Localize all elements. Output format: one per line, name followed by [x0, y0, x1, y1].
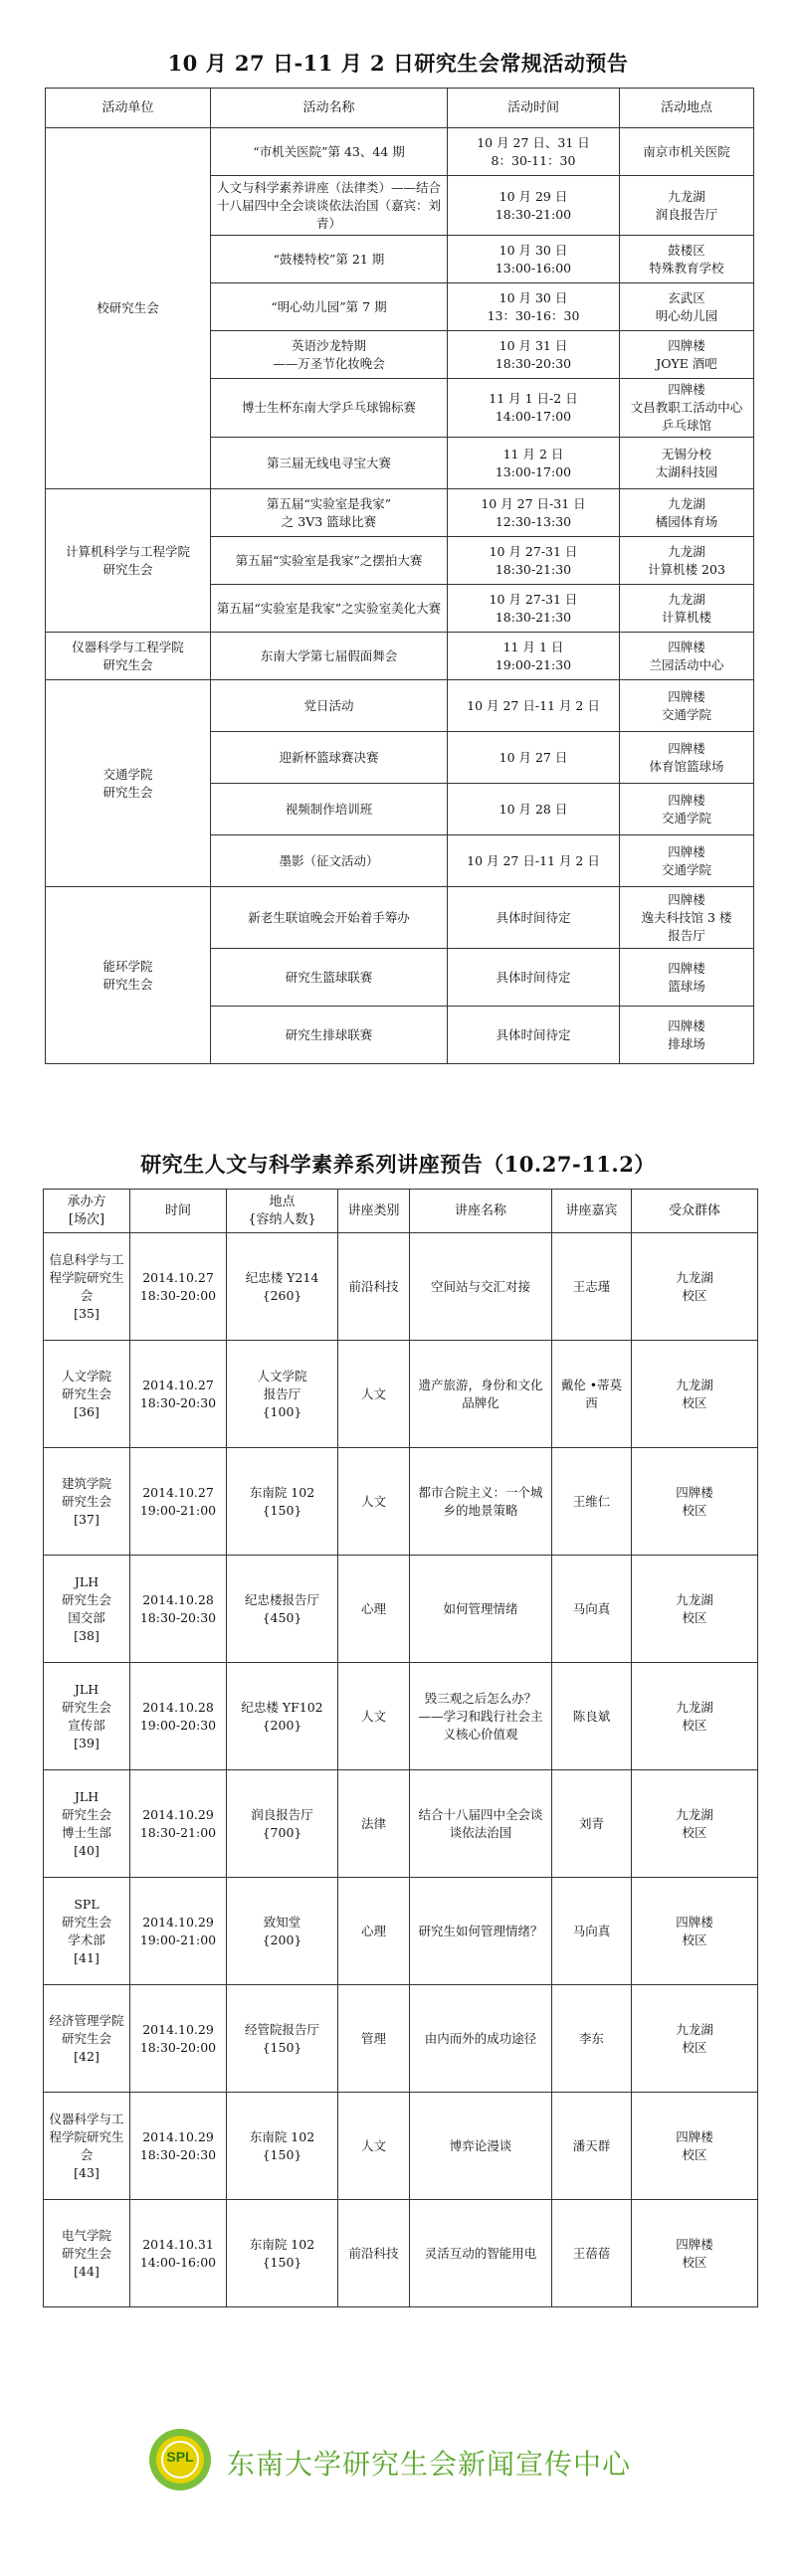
activity-name: 研究生篮球联赛: [211, 949, 448, 1007]
activity-name: 东南大学第七届假面舞会: [211, 633, 448, 680]
lecture-type: 人文: [338, 1341, 410, 1448]
header-cell: 地点 {容纳人数}: [227, 1190, 338, 1233]
activity-time: 10 月 27-31 日 18:30-21:30: [448, 537, 620, 585]
activity-time: 具体时间待定: [448, 1007, 620, 1064]
lecture-guest: 潘天群: [552, 2093, 632, 2200]
activity-name: 研究生排球联赛: [211, 1007, 448, 1064]
activity-name: “明心幼儿园”第 7 期: [211, 283, 448, 331]
lecture-time: 2014.10.31 14:00-16:00: [130, 2200, 227, 2307]
activity-table-header: [46, 89, 754, 128]
lecture-row: [44, 2093, 758, 2200]
header-cell: 讲座嘉宾: [552, 1190, 632, 1233]
lecture-place: 人文学院 报告厅 {100}: [227, 1341, 338, 1448]
activity-time: 11 月 1 日-2 日 14:00-17:00: [448, 379, 620, 438]
lecture-type: 心理: [338, 1556, 410, 1663]
activity-table-title: 10 月 27 日-11 月 2 日研究生会常规活动预告: [167, 51, 629, 76]
lecture-organizer: JLH 研究生会 宣传部 [39]: [44, 1663, 130, 1770]
lecture-place: 经管院报告厅 {150}: [227, 1985, 338, 2093]
activity-place: 四牌楼 篮球场: [620, 949, 754, 1007]
lecture-place: 东南院 102 {150}: [227, 2093, 338, 2200]
lecture-row: [44, 1985, 758, 2093]
lecture-row: [44, 1878, 758, 1985]
lecture-audience: 四牌楼 校区: [632, 1878, 758, 1985]
lecture-guest: 王蓓蓓: [552, 2200, 632, 2307]
lecture-type: 人文: [338, 1663, 410, 1770]
header-cell: 活动名称: [211, 89, 448, 128]
lecture-guest: 刘青: [552, 1770, 632, 1878]
lecture-row: [44, 1663, 758, 1770]
activity-place: 鼓楼区 特殊教育学校: [620, 236, 754, 283]
activity-place: 玄武区 明心幼儿园: [620, 283, 754, 331]
activity-time: 10 月 30 日 13:00-16:00: [448, 236, 620, 283]
lecture-guest: 王维仁: [552, 1448, 632, 1556]
activity-time: 具体时间待定: [448, 887, 620, 949]
activity-name: 博士生杯东南大学乒乓球锦标赛: [211, 379, 448, 438]
lecture-organizer: 经济管理学院 研究生会 [42]: [44, 1985, 130, 2093]
lecture-audience: 九龙湖 校区: [632, 1770, 758, 1878]
lecture-guest: 马向真: [552, 1556, 632, 1663]
activity-time: 10 月 28 日: [448, 784, 620, 835]
activity-time: 10 月 27 日-11 月 2 日: [448, 680, 620, 732]
lecture-name: 如何管理情绪: [410, 1556, 552, 1663]
activity-unit: 计算机科学与工程学院 研究生会: [46, 489, 211, 633]
lecture-organizer: 建筑学院 研究生会 [37]: [44, 1448, 130, 1556]
activity-row: [46, 128, 754, 176]
activity-table: [45, 88, 754, 1064]
activity-time: 10 月 31 日 18:30-20:30: [448, 331, 620, 379]
lecture-row: [44, 1770, 758, 1878]
activity-time: 10 月 29 日 18:30-21:00: [448, 176, 620, 236]
lecture-row: [44, 2200, 758, 2307]
lecture-type: 前沿科技: [338, 2200, 410, 2307]
activity-place: 四牌楼 交通学院: [620, 835, 754, 887]
lecture-time: 2014.10.29 19:00-21:00: [130, 1878, 227, 1985]
lecture-place: 东南院 102 {150}: [227, 1448, 338, 1556]
activity-place: 九龙湖 润良报告厅: [620, 176, 754, 236]
lecture-guest: 戴伦 •蒂莫西: [552, 1341, 632, 1448]
activity-name: 第五届“实验室是我家” 之 3V3 篮球比赛: [211, 489, 448, 537]
lecture-audience: 九龙湖 校区: [632, 1556, 758, 1663]
activity-place: 九龙湖 计算机楼: [620, 585, 754, 633]
activity-time: 10 月 27-31 日 18:30-21:30: [448, 585, 620, 633]
header-cell: 时间: [130, 1190, 227, 1233]
activity-name: 第三届无线电寻宝大赛: [211, 438, 448, 489]
lecture-name: 灵活互动的智能用电: [410, 2200, 552, 2307]
activity-row: [46, 633, 754, 680]
activity-row: [46, 887, 754, 949]
lecture-time: 2014.10.29 18:30-20:30: [130, 2093, 227, 2200]
lecture-place: 纪忠楼 Y214 {260}: [227, 1233, 338, 1341]
activity-unit: 能环学院 研究生会: [46, 887, 211, 1064]
lecture-organizer: 仪器科学与工程学院研究生会 [43]: [44, 2093, 130, 2200]
lecture-audience: 四牌楼 校区: [632, 2200, 758, 2307]
lecture-name: 毁三观之后怎么办？——学习和践行社会主义核心价值观: [410, 1663, 552, 1770]
activity-name: 墨影（征文活动）: [211, 835, 448, 887]
lecture-name: 结合十八届四中全会谈谈依法治国: [410, 1770, 552, 1878]
lecture-place: 致知堂 {200}: [227, 1878, 338, 1985]
lecture-time: 2014.10.27 18:30-20:30: [130, 1341, 227, 1448]
lecture-row: [44, 1233, 758, 1341]
lecture-audience: 九龙湖 校区: [632, 1663, 758, 1770]
lecture-place: 东南院 102 {150}: [227, 2200, 338, 2307]
activity-row: [46, 489, 754, 537]
header-cell: 活动单位: [46, 89, 211, 128]
activity-name: 英语沙龙特期 ——万圣节化妆晚会: [211, 331, 448, 379]
lecture-name: 空间站与交汇对接: [410, 1233, 552, 1341]
lecture-table-header: [44, 1190, 758, 1233]
lecture-type: 心理: [338, 1878, 410, 1985]
lecture-organizer: 电气学院 研究生会 [44]: [44, 2200, 130, 2307]
lecture-guest: 马向真: [552, 1878, 632, 1985]
activity-name: 新老生联谊晚会开始着手筹办: [211, 887, 448, 949]
activity-time: 具体时间待定: [448, 949, 620, 1007]
lecture-time: 2014.10.28 19:00-20:30: [130, 1663, 227, 1770]
lecture-time: 2014.10.27 18:30-20:00: [130, 1233, 227, 1341]
logo-text: SPL: [166, 2449, 194, 2465]
activity-time: 11 月 1 日 19:00-21:30: [448, 633, 620, 680]
lecture-type: 管理: [338, 1985, 410, 2093]
activity-place: 四牌楼 JOYE 酒吧: [620, 331, 754, 379]
lecture-audience: 九龙湖 校区: [632, 1341, 758, 1448]
activity-place: 四牌楼 交通学院: [620, 680, 754, 732]
lecture-place: 纪忠楼 YF102 {200}: [227, 1663, 338, 1770]
lecture-time: 2014.10.29 18:30-21:00: [130, 1770, 227, 1878]
lecture-organizer: SPL 研究生会 学术部 [41]: [44, 1878, 130, 1985]
activity-place: 九龙湖 计算机楼 203: [620, 537, 754, 585]
lecture-organizer: JLH 研究生会 博士生部 [40]: [44, 1770, 130, 1878]
lecture-audience: 四牌楼 校区: [632, 1448, 758, 1556]
lecture-name: 研究生如何管理情绪？: [410, 1878, 552, 1985]
lecture-guest: 李东: [552, 1985, 632, 2093]
header-cell: 活动时间: [448, 89, 620, 128]
lecture-organizer: JLH 研究生会 国交部 [38]: [44, 1556, 130, 1663]
header-cell: 活动地点: [620, 89, 754, 128]
lecture-time: 2014.10.29 18:30-20:00: [130, 1985, 227, 2093]
spl-logo-icon: [149, 2429, 211, 2490]
lecture-row: [44, 1341, 758, 1448]
activity-place: 四牌楼 逸夫科技馆 3 楼 报告厅: [620, 887, 754, 949]
activity-time: 11 月 2 日 13:00-17:00: [448, 438, 620, 489]
activity-place: 四牌楼 排球场: [620, 1007, 754, 1064]
activity-place: 南京市机关医院: [620, 128, 754, 176]
activity-name: 第五届“实验室是我家”之实验室美化大赛: [211, 585, 448, 633]
lecture-guest: 王志瑾: [552, 1233, 632, 1341]
activity-time: 10 月 27 日、31 日 8：30-11：30: [448, 128, 620, 176]
activity-time: 10 月 27 日-31 日 12:30-13:30: [448, 489, 620, 537]
lecture-name: 都市合院主义：一个城乡的地景策略: [410, 1448, 552, 1556]
activity-time: 10 月 27 日-11 月 2 日: [448, 835, 620, 887]
activity-row: [46, 680, 754, 732]
lecture-table-title: 研究生人文与科学素养系列讲座预告（10.27-11.2）: [140, 1152, 656, 1177]
lecture-name: 由内而外的成功途径: [410, 1985, 552, 2093]
activity-name: 视频制作培训班: [211, 784, 448, 835]
lecture-type: 前沿科技: [338, 1233, 410, 1341]
lecture-row: [44, 1556, 758, 1663]
lecture-audience: 九龙湖 校区: [632, 1985, 758, 2093]
lecture-guest: 陈良斌: [552, 1663, 632, 1770]
activity-unit: 校研究生会: [46, 128, 211, 489]
activity-place: 九龙湖 橘园体育场: [620, 489, 754, 537]
lecture-place: 润良报告厅 {700}: [227, 1770, 338, 1878]
footer-org-name: 东南大学研究生会新闻宣传中心: [227, 2448, 632, 2481]
footer-logo-block: [149, 2427, 647, 2496]
lecture-audience: 九龙湖 校区: [632, 1233, 758, 1341]
activity-place: 四牌楼 兰园活动中心: [620, 633, 754, 680]
activity-name: 第五届“实验室是我家”之摆拍大赛: [211, 537, 448, 585]
activity-name: 迎新杯篮球赛决赛: [211, 732, 448, 784]
lecture-type: 法律: [338, 1770, 410, 1878]
activity-unit: 仪器科学与工程学院 研究生会: [46, 633, 211, 680]
lecture-organizer: 信息科学与工程学院研究生会 [35]: [44, 1233, 130, 1341]
activity-name: 人文与科学素养讲座（法律类）——结合十八届四中全会谈谈依法治国（嘉宾：刘青）: [211, 176, 448, 236]
lecture-place: 纪忠楼报告厅 {450}: [227, 1556, 338, 1663]
activity-time: 10 月 30 日 13：30-16：30: [448, 283, 620, 331]
header-cell: 受众群体: [632, 1190, 758, 1233]
lecture-row: [44, 1448, 758, 1556]
lecture-name: 遗产旅游，身份和文化品牌化: [410, 1341, 552, 1448]
activity-place: 无锡分校 太湖科技园: [620, 438, 754, 489]
header-cell: 讲座名称: [410, 1190, 552, 1233]
lecture-type: 人文: [338, 2093, 410, 2200]
header-cell: 讲座类别: [338, 1190, 410, 1233]
activity-place: 四牌楼 交通学院: [620, 784, 754, 835]
activity-place: 四牌楼 体育馆篮球场: [620, 732, 754, 784]
lecture-type: 人文: [338, 1448, 410, 1556]
lecture-organizer: 人文学院 研究生会 [36]: [44, 1341, 130, 1448]
activity-name: “市机关医院”第 43、44 期: [211, 128, 448, 176]
lecture-table: [43, 1189, 758, 2307]
lecture-time: 2014.10.27 19:00-21:00: [130, 1448, 227, 1556]
lecture-time: 2014.10.28 18:30-20:30: [130, 1556, 227, 1663]
activity-unit: 交通学院 研究生会: [46, 680, 211, 887]
activity-place: 四牌楼 文昌教职工活动中心 乒乓球馆: [620, 379, 754, 438]
header-cell: 承办方 [场次]: [44, 1190, 130, 1233]
activity-name: “鼓楼特校”第 21 期: [211, 236, 448, 283]
activity-name: 党日活动: [211, 680, 448, 732]
activity-time: 10 月 27 日: [448, 732, 620, 784]
lecture-audience: 四牌楼 校区: [632, 2093, 758, 2200]
lecture-name: 博弈论漫谈: [410, 2093, 552, 2200]
